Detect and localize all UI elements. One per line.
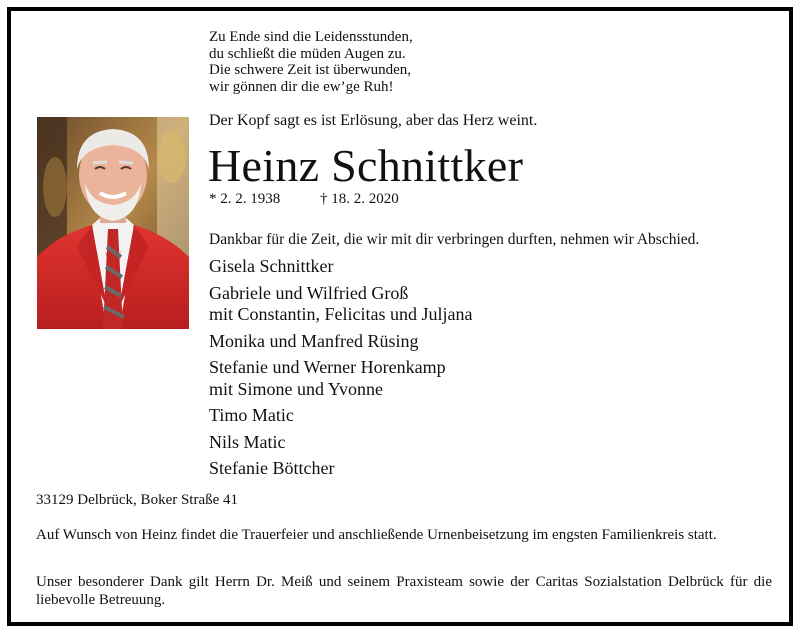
mourner-line: Timo Matic xyxy=(209,405,294,425)
thanks-line: Dankbar für die Zeit, die wir mit dir verbringen durften, nehmen wir Abschied. xyxy=(209,231,700,248)
mourner-line: Stefanie Böttcher xyxy=(209,458,335,478)
mourner-group xyxy=(209,256,472,278)
gratitude-note: Unser besonderer Dank gilt Herrn Dr. Meiß und seinem Praxisteam sowie der Caritas Sozialstation Delbrück für die liebevolle Betreuung. xyxy=(36,574,772,608)
life-dates xyxy=(209,191,399,208)
motto: Der Kopf sagt es ist Erlösung, aber das Herz weint. xyxy=(209,112,538,129)
mourner-line: mit Simone und Yvonne xyxy=(209,378,384,399)
mourner-line: Gisela Schnittker xyxy=(209,256,334,276)
address: 33129 Delbrück, Boker Straße 41 xyxy=(36,492,239,508)
mourner-line: Nils Matic xyxy=(209,431,286,452)
poem-line: Die schwere Zeit ist überwunden, xyxy=(209,62,412,78)
death-date: † 18. 2. 2020 xyxy=(320,191,399,207)
mourner-line: Gabriele und Wilfried Groß xyxy=(209,282,409,303)
mourner-group xyxy=(209,458,472,480)
funeral-note: Auf Wunsch von Heinz findet die Trauerfeier und anschließende Urnenbeisetzung im engsten Familienkreis statt. xyxy=(36,527,717,543)
mourner-line: Stefanie und Werner Horenkamp xyxy=(209,357,446,377)
obituary-card xyxy=(7,7,793,626)
mourner-group xyxy=(209,331,472,353)
birth-date: * 2. 2. 1938 xyxy=(209,191,281,207)
portrait-photo xyxy=(37,117,189,329)
mourners-list xyxy=(209,256,472,485)
mourner-group xyxy=(209,405,472,427)
mourner-group xyxy=(209,432,472,454)
mourner-group xyxy=(209,357,472,400)
poem-line: Zu Ende sind die Leidensstunden, xyxy=(209,29,413,45)
mourner-line: Monika und Manfred Rüsing xyxy=(209,330,419,351)
mourner-line: mit Constantin, Felicitas und Juljana xyxy=(209,304,473,324)
deceased-name: Heinz Schnittker xyxy=(208,140,524,191)
poem-line: wir gönnen dir die ew’ge Ruh! xyxy=(209,78,394,95)
mourner-group xyxy=(209,283,472,326)
poem-line: du schließt die müden Augen zu. xyxy=(209,45,406,62)
poem xyxy=(209,29,413,95)
